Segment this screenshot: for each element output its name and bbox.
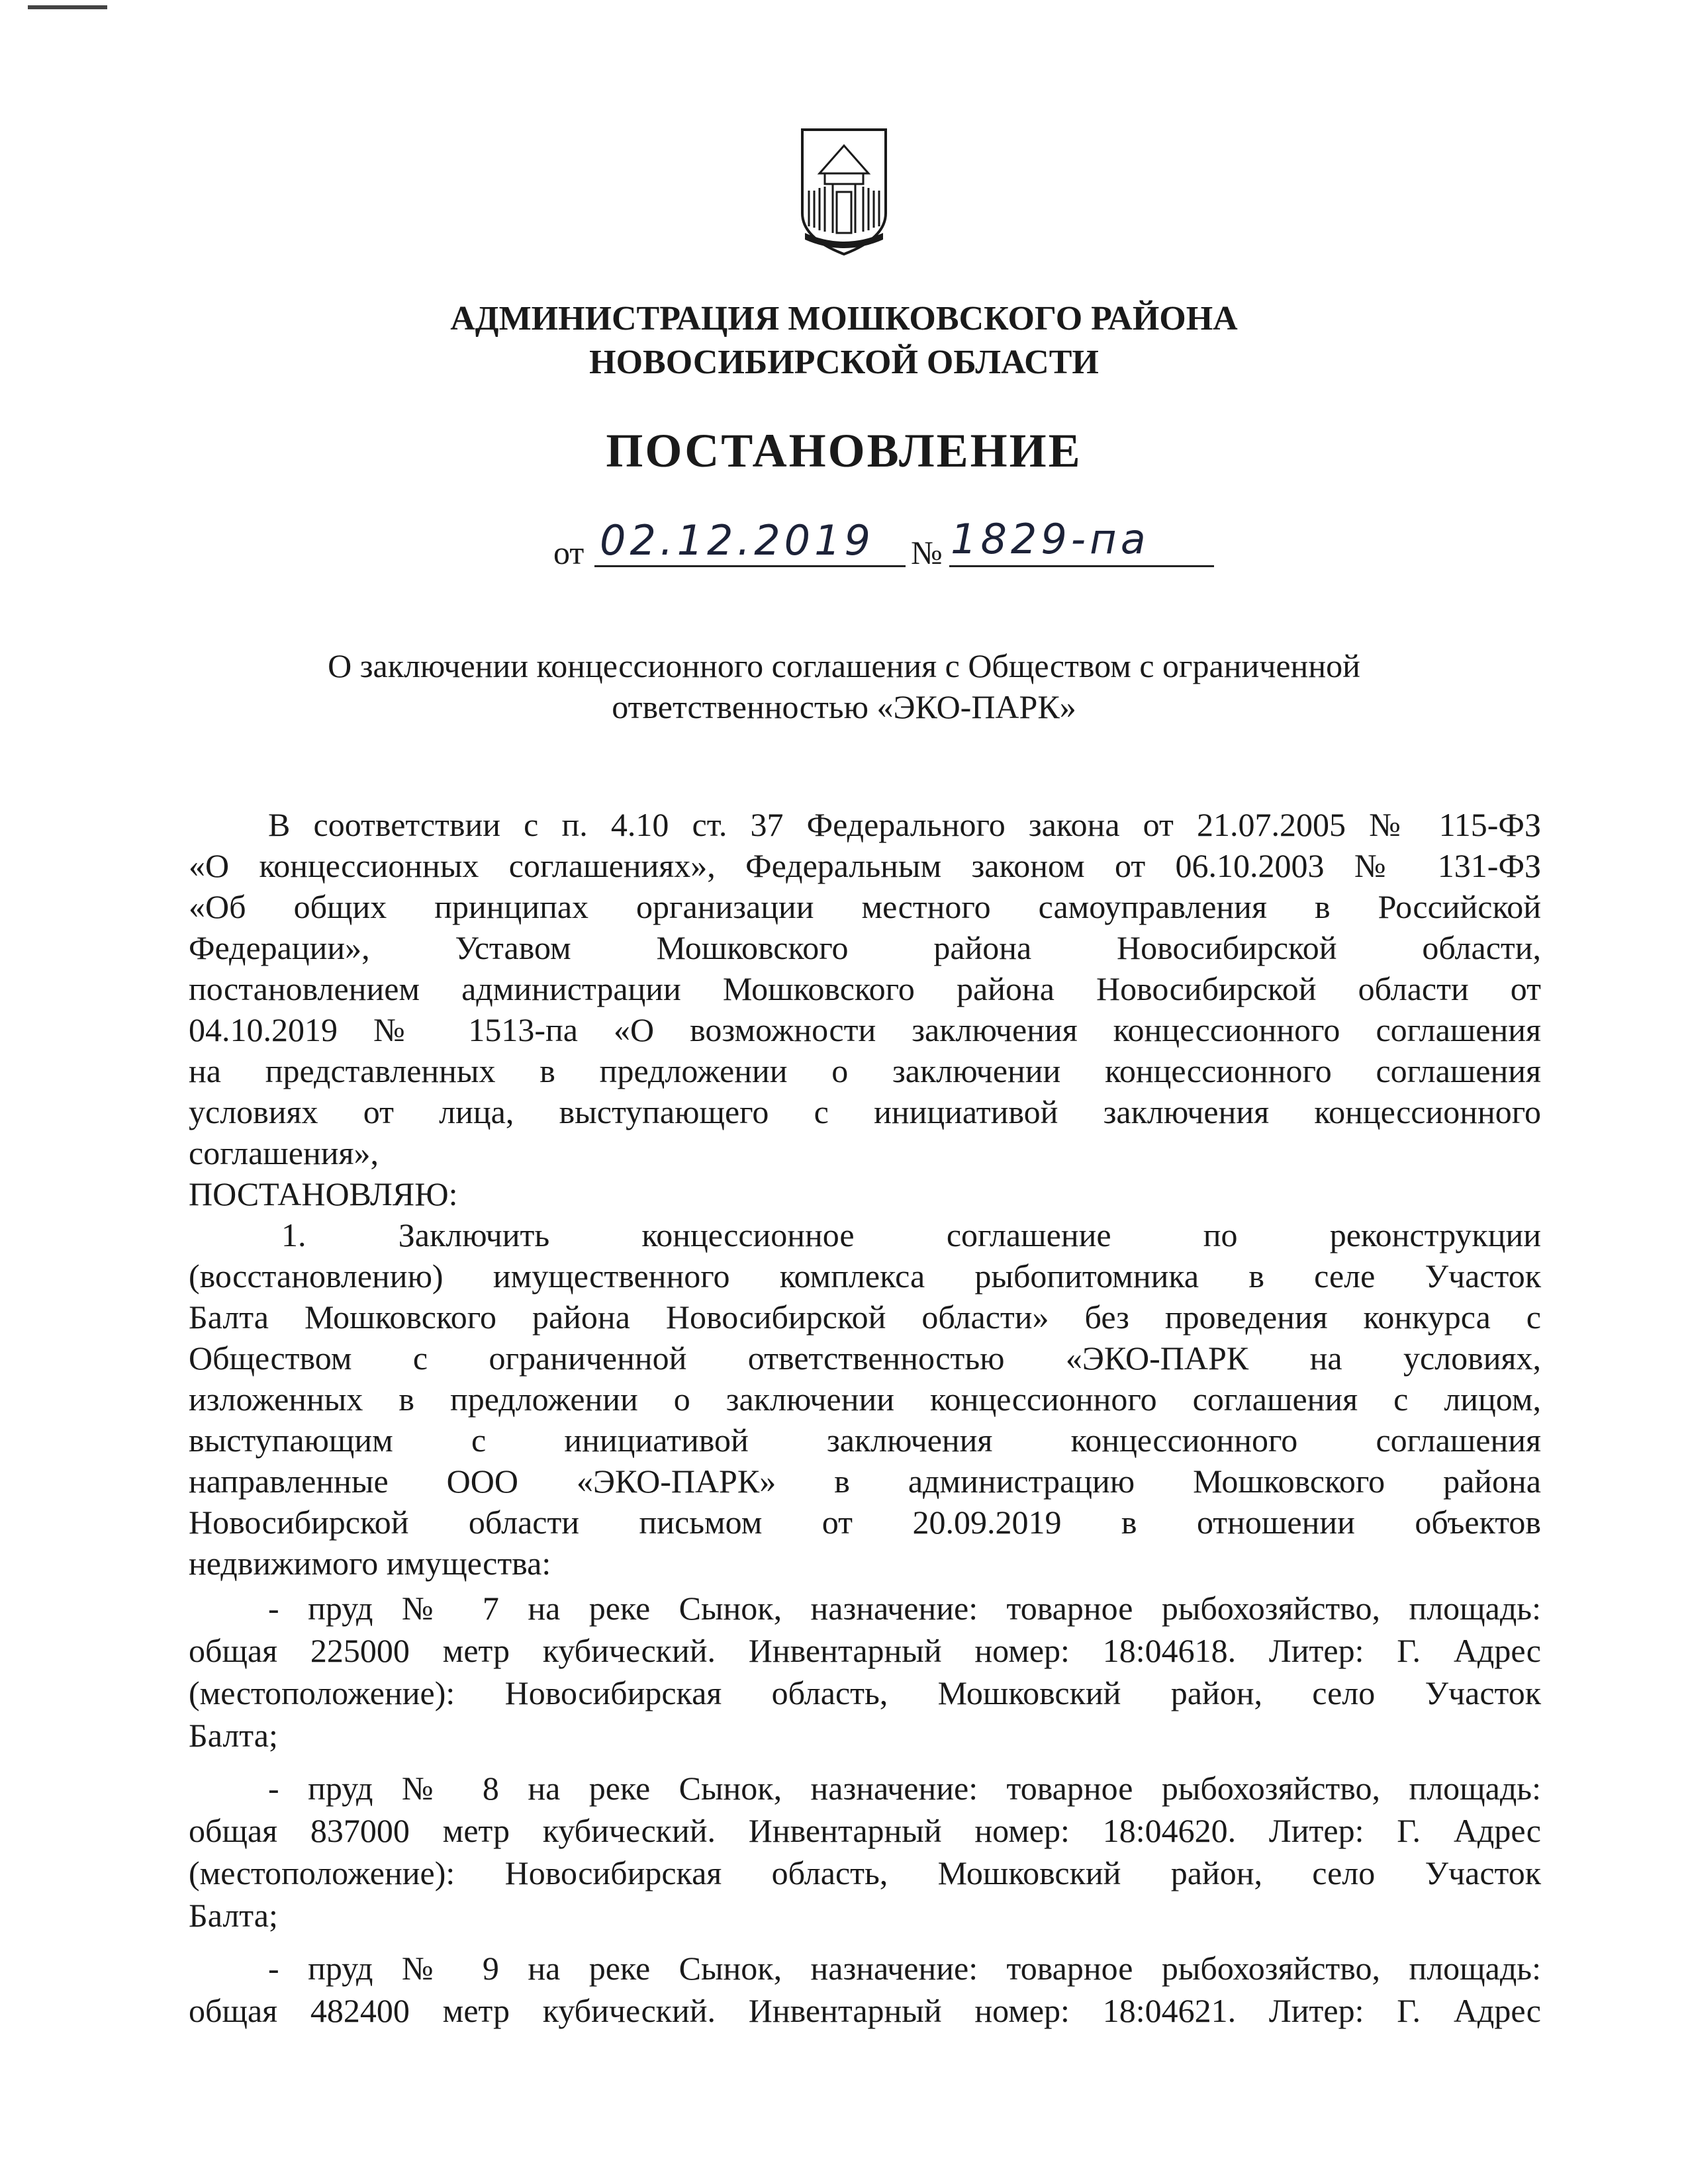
pond-item <box>189 1767 1541 1936</box>
document-subject <box>0 645 1688 727</box>
preamble-line: постановлением администрации Мошковского района Новосибирской области от <box>189 970 1541 1007</box>
document-title: ПОСТАНОВЛЕНИЕ <box>606 424 1082 477</box>
pond-item <box>189 1947 1541 2032</box>
pond-item <box>189 1587 1541 1756</box>
clause-1 <box>189 1214 1541 1584</box>
handwritten-date: 02.12.2019 <box>600 516 874 565</box>
pond-line: Балта; <box>189 1717 278 1754</box>
coat-of-arms-icon <box>800 127 888 257</box>
preamble-line: соглашения», <box>189 1134 379 1171</box>
pond-line: Балта; <box>189 1897 278 1934</box>
pond-line: - пруд № 8 на реке Сынок, назначение: товарное рыбохозяйство, площадь: <box>268 1770 1541 1807</box>
organization-name-line2: НОВОСИБИРСКОЙ ОБЛАСТИ <box>589 343 1099 381</box>
pond-line: общая 482400 метр кубический. Инвентарный номер: 18:04621. Литер: Г. Адрес <box>189 1992 1541 2029</box>
subject-line: О заключении концессионного соглашения с Обществом с ограниченной <box>328 647 1360 684</box>
clause-line: направленные ООО «ЭКО-ПАРК» в администрацию Мошковского района <box>189 1463 1541 1500</box>
clause-line: Новосибирской области письмом от 20.09.2019 в отношении объектов <box>189 1504 1541 1541</box>
preamble-line: условиях от лица, выступающего с инициативой заключения концессионного <box>189 1093 1541 1130</box>
pond-line: общая 837000 метр кубический. Инвентарный номер: 18:04620. Литер: Г. Адрес <box>189 1812 1541 1849</box>
preamble-line: В соответствии с п. 4.10 ст. 37 Федерального закона от 21.07.2005 № 115-ФЗ <box>268 806 1541 843</box>
clause-line: выступающим с инициативой заключения концессионного соглашения <box>189 1422 1541 1459</box>
pond-line: (местоположение): Новосибирская область, Мошковский район, село Участок <box>189 1674 1541 1711</box>
pond-line: (местоположение): Новосибирская область, Мошковский район, село Участок <box>189 1854 1541 1891</box>
date-label: от <box>553 534 585 571</box>
preamble-line: «Об общих принципах организации местного самоуправления в Российской <box>189 888 1541 925</box>
number-underline <box>949 565 1214 567</box>
pond-line: - пруд № 7 на реке Сынок, назначение: товарное рыбохозяйство, площадь: <box>268 1590 1541 1627</box>
date-underline <box>594 565 906 567</box>
clause-line: Балта Мошковского района Новосибирской области» без проведения конкурса с <box>189 1298 1541 1336</box>
preamble <box>189 804 1541 1214</box>
handwritten-number: 1829-па <box>951 515 1150 563</box>
resolve-word: ПОСТАНОВЛЯЮ: <box>189 1175 458 1212</box>
clause-line: недвижимого имущества: <box>189 1545 551 1582</box>
pond-line: - пруд № 9 на реке Сынок, назначение: товарное рыбохозяйство, площадь: <box>268 1950 1541 1987</box>
scan-artifact <box>28 5 107 9</box>
clause-line: Обществом с ограниченной ответственностью «ЭКО-ПАРК на условиях, <box>189 1340 1541 1377</box>
pond-line: общая 225000 метр кубический. Инвентарный номер: 18:04618. Литер: Г. Адрес <box>189 1632 1541 1669</box>
subject-line: ответственностью «ЭКО-ПАРК» <box>612 688 1076 725</box>
organization-name-line1: АДМИНИСТРАЦИЯ МОШКОВСКОГО РАЙОНА <box>450 300 1238 338</box>
preamble-line: «О концессионных соглашениях», Федеральным законом от 06.10.2003 № 131-ФЗ <box>189 847 1541 884</box>
clause-line: изложенных в предложении о заключении концессионного соглашения с лицом, <box>189 1381 1541 1418</box>
preamble-line: Федерации», Уставом Мошковского района Новосибирской области, <box>189 929 1541 966</box>
number-label: № <box>911 534 943 571</box>
clause-line: 1. Заключить концессионное соглашение по реконструкции <box>281 1216 1541 1253</box>
clause-line: (восстановлению) имущественного комплекса рыбопитомника в селе Участок <box>189 1257 1541 1295</box>
preamble-line: 04.10.2019 № 1513-па «О возможности заключения концессионного соглашения <box>189 1011 1541 1048</box>
preamble-line: на представленных в предложении о заключении концессионного соглашения <box>189 1052 1541 1089</box>
